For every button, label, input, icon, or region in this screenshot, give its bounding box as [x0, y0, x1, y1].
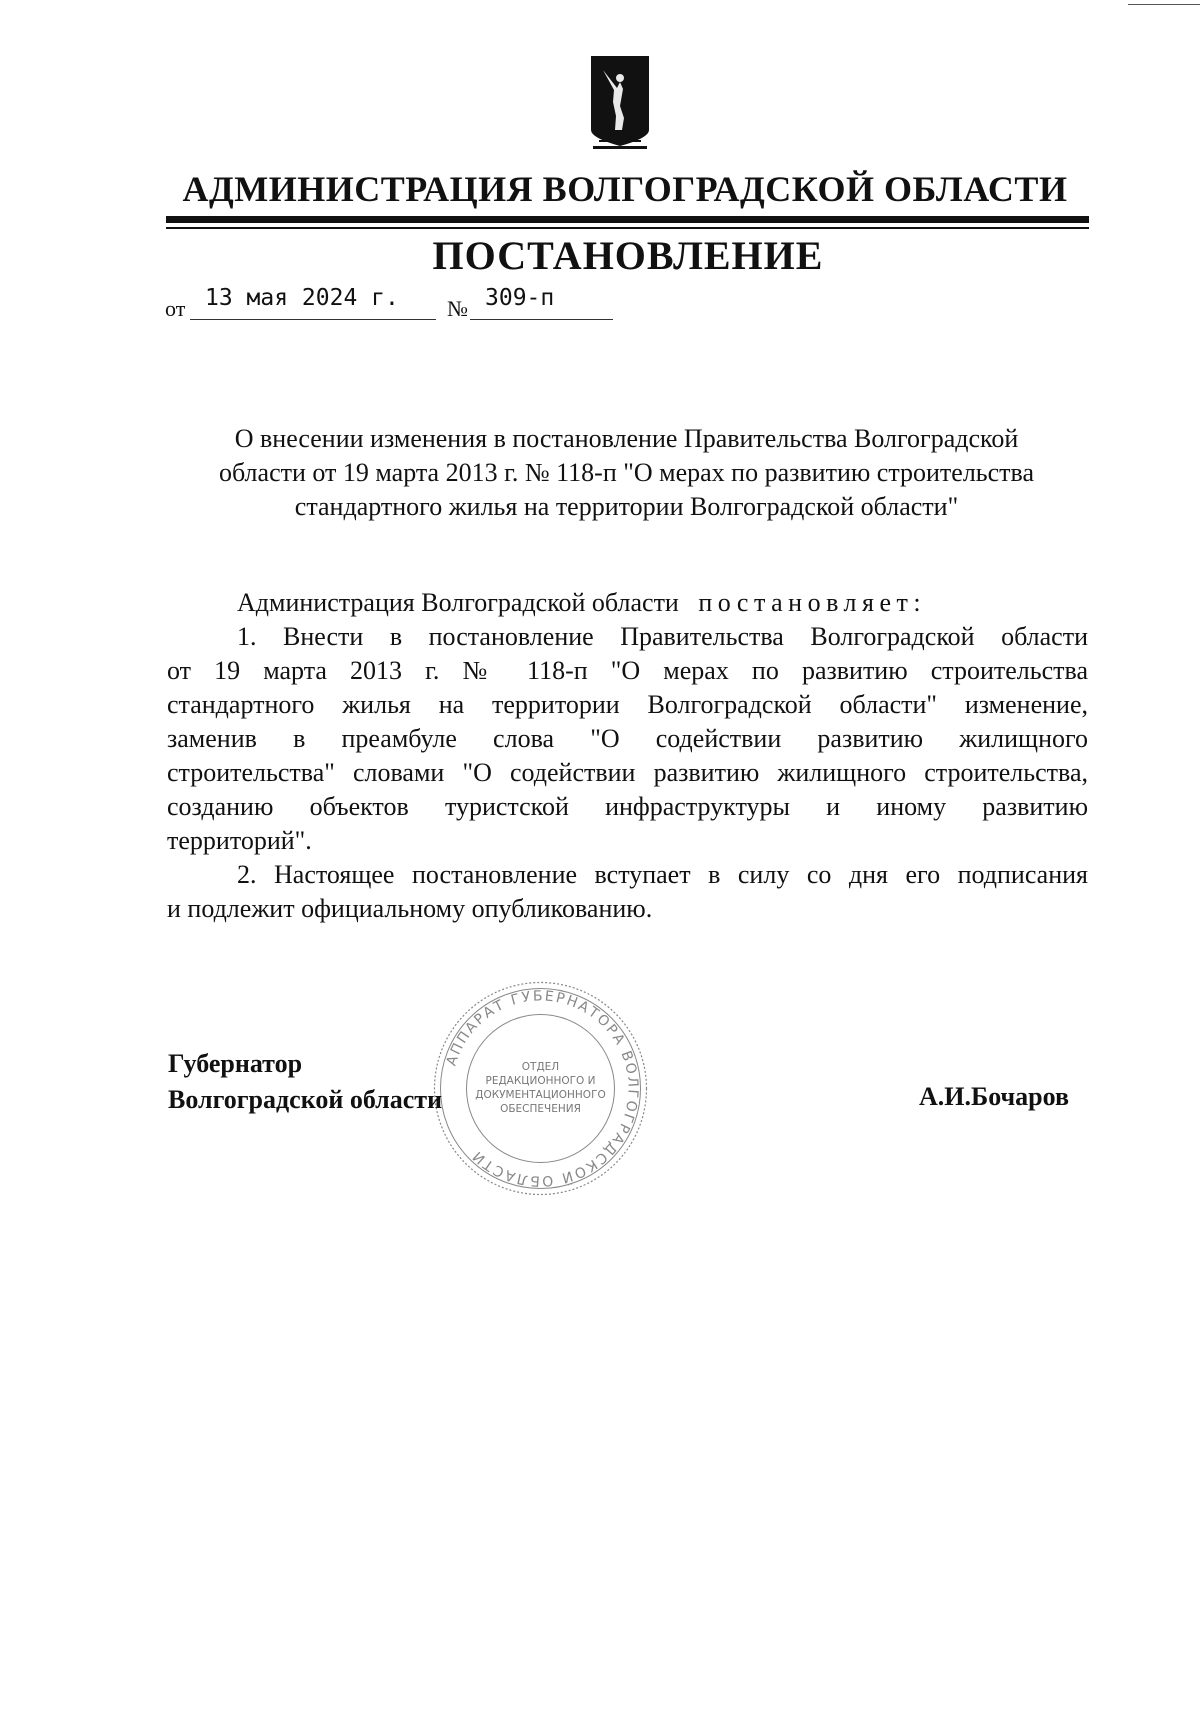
paragraph-2-line: и подлежит официальному опубликованию.: [167, 894, 653, 923]
paragraph-1-line: созданию объектов туристской инфраструктуры и иному развитию: [167, 792, 1088, 821]
number-field: [470, 285, 613, 320]
document-subject: [165, 422, 1088, 524]
subject-line: О внесении изменения в постановление Правительства Волгоградской: [234, 424, 1019, 453]
date-value: 13 мая 2024 г.: [205, 285, 399, 311]
number-label: №: [447, 296, 468, 321]
signer-name: А.И.Бочаров: [919, 1082, 1070, 1111]
paragraph-1-line: заменив в преамбуле слова "О содействии развитию жилищного: [167, 724, 1088, 753]
intro-prefix: Администрация Волгоградской области: [237, 588, 679, 617]
stamp-inner-text: [468, 1060, 613, 1116]
scan-corner-mark: [1128, 4, 1200, 5]
signer-title-line: Волгоградской области: [168, 1085, 443, 1114]
document-type-title: ПОСТАНОВЛЕНИЕ: [432, 233, 824, 278]
date-label: от: [165, 296, 186, 321]
paragraph-1-line: стандартного жилья на территории Волгоградской области" изменение,: [167, 690, 1088, 719]
organization-title: АДМИНИСТРАЦИЯ ВОЛГОГРАДСКОЙ ОБЛАСТИ: [182, 169, 1068, 209]
stamp-inner-line: ДОКУМЕНТАЦИОННОГО: [475, 1089, 606, 1101]
paragraph-1-line: территорий".: [167, 826, 312, 855]
document-body: [167, 586, 1088, 926]
signer-title: [168, 1046, 442, 1118]
header-rule-thin: [166, 227, 1089, 229]
intro-verb: постановляет:: [698, 588, 927, 617]
subject-line: стандартного жилья на территории Волгоградской области": [294, 492, 959, 521]
paragraph-2-line: 2. Настоящее постановление вступает в силу со дня его подписания: [237, 860, 1088, 889]
signer-title-line: Губернатор: [168, 1049, 303, 1078]
stamp-inner-line: ОБЕСПЕЧЕНИЯ: [500, 1103, 581, 1115]
stamp-inner-line: ОТДЕЛ: [521, 1061, 560, 1073]
paragraph-1-line: от 19 марта 2013 г. № 118-п "О мерах по развитию строительства: [167, 656, 1088, 685]
paragraph-1-line: 1. Внести в постановление Правительства Волгоградской области: [237, 622, 1088, 651]
stamp-inner-line: РЕДАКЦИОННОГО И: [485, 1075, 596, 1087]
subject-line: области от 19 марта 2013 г. № 118-п "О мерах по развитию строительства: [218, 458, 1035, 487]
number-value: 309-п: [485, 285, 555, 311]
volgograd-emblem-icon: [589, 56, 651, 152]
intro-line: [167, 586, 1088, 620]
date-field: [190, 285, 436, 320]
header-rule-thick: [166, 216, 1089, 223]
stamp-outer-text: АППАРАТ ГУБЕРНАТОРА ВОЛГОГРАДСКОЙ ОБЛАСТИ: [443, 988, 641, 1189]
paragraph-1-line: строительства" словами "О содействии развитию жилищного строительства,: [167, 758, 1088, 787]
